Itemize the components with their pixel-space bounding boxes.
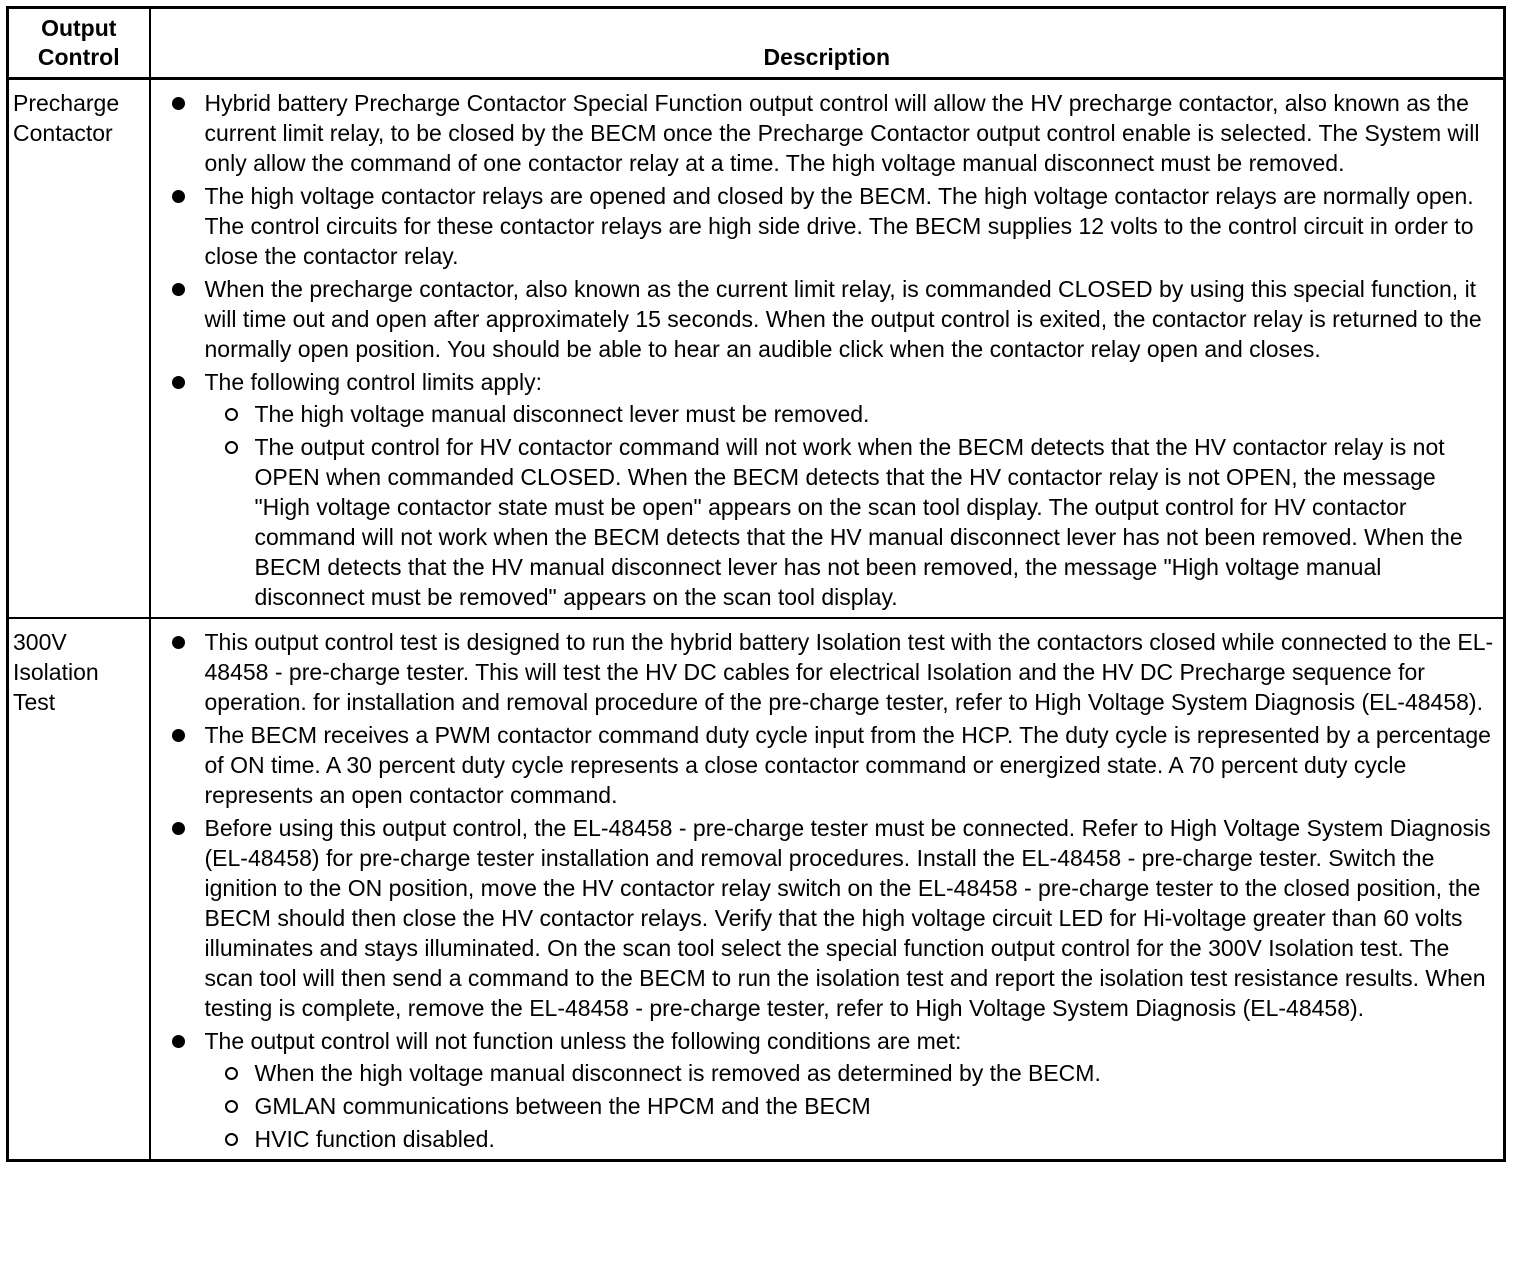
output-control-table (6, 6, 1506, 1162)
list-item (151, 720, 1498, 810)
circle-bullet-icon (225, 1100, 238, 1113)
bullet-text: The output control will not function unless the following conditions are met: (204, 1028, 962, 1054)
bullet-icon (172, 283, 185, 296)
row-label-300v-isolation-test (8, 618, 150, 1161)
sub-bullet-text: The high voltage manual disconnect lever must be removed. (254, 401, 870, 427)
sub-bullet-list (205, 1058, 1498, 1154)
sub-bullet-text: HVIC function disabled. (254, 1126, 495, 1152)
sub-bullet-text: GMLAN communications between the HPCM and the BECM (254, 1093, 871, 1119)
bullet-icon (172, 636, 185, 649)
sub-bullet-text: The output control for HV contactor command will not work when the BECM detects that the HV contactor relay is not OPEN when commanded CLOSED. When the BECM detects that the HV contactor relay is not OPEN, the message "High voltage contactor state must be open" appears on the scan tool display. The output control for HV contactor command will not work when the BECM detects that the HV manual disconnect lever has not been removed. When the BECM detects that the HV manual disconnect lever has not been removed, the message "High voltage manual disconnect must be removed" appears on the scan tool display. (254, 434, 1463, 610)
bullet-icon (172, 729, 185, 742)
table-row (8, 618, 1505, 1161)
bullet-icon (172, 376, 185, 389)
sub-bullet-list (205, 399, 1498, 612)
sub-bullet-text: When the high voltage manual disconnect is removed as determined by the BECM. (254, 1060, 1101, 1086)
bullet-text: When the precharge contactor, also known as the current limit relay, is commanded CLOSED by using this special function, it will time out and open after approximately 15 seconds. When the output control is exited, the contactor relay is returned to the normally open position. You should be able to hear an audible click when the contactor relay open and closes. (204, 276, 1482, 362)
header-output-control: Output Control (8, 8, 150, 79)
bullet-icon (172, 190, 185, 203)
circle-bullet-icon (225, 441, 238, 454)
row-description (150, 79, 1505, 619)
circle-bullet-icon (225, 1067, 238, 1080)
bullet-icon (172, 97, 185, 110)
sub-list-item (205, 1124, 1498, 1154)
bullet-list (151, 627, 1498, 1154)
bullet-list (151, 88, 1498, 612)
table-row (8, 79, 1505, 619)
circle-bullet-icon (225, 408, 238, 421)
list-item (151, 367, 1498, 612)
sub-list-item (205, 1091, 1498, 1121)
bullet-text: The high voltage contactor relays are opened and closed by the BECM. The high voltage contactor relays are normally open. The control circuits for these contactor relays are high side drive. The BECM supplies 12 volts to the control circuit in order to close the contactor relay. (204, 183, 1474, 269)
bullet-icon (172, 822, 185, 835)
row-description (150, 618, 1505, 1161)
row-label: 300V Isolation Test (13, 629, 99, 715)
bullet-text: Before using this output control, the EL-48458 - pre-charge tester must be connected. Refer to High Voltage System Diagnosis (EL-48458) for pre-charge tester installation and removal procedures. Install the EL-48458 - pre-charge tester. Switch the ignition to the ON position, move the HV contactor relay switch on the EL-48458 - pre-charge tester to the closed position, the BECM should then close the HV contactor relays. Verify that the high voltage circuit LED for Hi-voltage greater than 60 volts illuminates and stays illuminated. On the scan tool select the special function output control for the 300V Isolation test. The scan tool will then send a command to the BECM to run the isolation test and report the isolation test resistance results. When testing is complete, remove the EL-48458 - pre-charge tester, refer to High Voltage System Diagnosis (EL-48458). (204, 815, 1491, 1021)
list-item (151, 1026, 1498, 1154)
list-item (151, 181, 1498, 271)
bullet-icon (172, 1035, 185, 1048)
list-item (151, 627, 1498, 717)
bullet-text: This output control test is designed to run the hybrid battery Isolation test with the contactors closed while connected to the EL-48458 - pre-charge tester. This will test the HV DC cables for electrical Isolation and the HV DC Precharge sequence for operation. for installation and removal procedure of the pre-charge tester, refer to High Voltage System Diagnosis (EL-48458). (204, 629, 1494, 715)
bullet-text: The following control limits apply: (204, 369, 542, 395)
sub-list-item (205, 1058, 1498, 1088)
row-label: Precharge Contactor (13, 90, 120, 146)
circle-bullet-icon (225, 1133, 238, 1146)
table-header-row (8, 8, 1505, 79)
sub-list-item (205, 399, 1498, 429)
list-item (151, 88, 1498, 178)
list-item (151, 274, 1498, 364)
sub-list-item (205, 432, 1498, 612)
bullet-text: Hybrid battery Precharge Contactor Special Function output control will allow the HV precharge contactor, also known as the current limit relay, to be closed by the BECM once the Precharge Contactor output control enable is selected. The System will only allow the command of one contactor relay at a time. The high voltage manual disconnect must be removed. (204, 90, 1480, 176)
bullet-text: The BECM receives a PWM contactor command duty cycle input from the HCP. The duty cycle is represented by a percentage of ON time. A 30 percent duty cycle represents a close contactor command or energized state. A 70 percent duty cycle represents an open contactor command. (204, 722, 1491, 808)
header-description: Description (150, 8, 1505, 79)
row-label-precharge-contactor (8, 79, 150, 619)
list-item (151, 813, 1498, 1023)
